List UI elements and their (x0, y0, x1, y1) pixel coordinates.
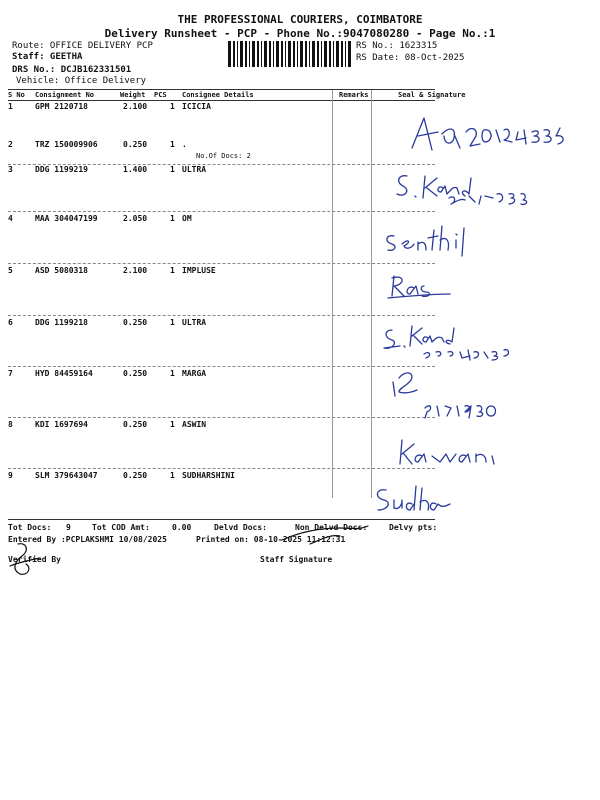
footer-scribble (280, 522, 370, 548)
non-delvd-docs-label: Non Delvd Docs: (295, 523, 368, 532)
signature-row-1 (380, 108, 580, 164)
cell-consignee: ULTRA (182, 318, 207, 327)
cell-sno: 3 (8, 165, 13, 174)
signature-divider (371, 90, 372, 498)
staff-text: Staff: GEETHA (12, 52, 83, 62)
row-divider (8, 263, 435, 264)
signature-row-5 (380, 270, 500, 306)
cell-consignee: ICICIA (182, 102, 211, 111)
cell-consignee: IMPLUSE (182, 266, 216, 275)
company-title: THE PROFESSIONAL COURIERS, COIMBATORE (177, 13, 423, 26)
cell-weight: 0.250 (123, 318, 148, 327)
delvy-pts-label: Delvy pts: (389, 523, 438, 532)
col-seal-signature: Seal & Signature (398, 91, 466, 99)
cell-weight: 1.400 (123, 165, 148, 174)
col-pcs: PCS (154, 91, 167, 99)
cell-pcs: 1 (170, 165, 175, 174)
cell-consignee: ASWIN (182, 420, 207, 429)
tot-docs-value: 9 (66, 523, 71, 532)
cell-pcs: 1 (170, 266, 175, 275)
cell-consignment: HYD 84459164 (35, 369, 93, 378)
vehicle-text: Vehicle: Office Delivery (16, 76, 147, 86)
cell-pcs: 1 (170, 140, 175, 149)
barcode-image (228, 41, 352, 67)
cell-consignment: MAA 304047199 (35, 214, 98, 223)
runsheet-subtitle: Delivery Runsheet - PCP - Phone No.:9047080280 - Page No.:1 (104, 27, 496, 40)
cell-weight: 0.250 (123, 140, 148, 149)
cell-pcs: 1 (170, 214, 175, 223)
cell-sno: 4 (8, 214, 13, 223)
cell-consignee: MARGA (182, 369, 207, 378)
drs-number: DRS No.: DCJB162331501 (12, 65, 132, 75)
cell-sno: 7 (8, 369, 13, 378)
cell-consignee: . (182, 140, 187, 149)
cell-weight: 0.250 (123, 420, 148, 429)
col-consignee: Consignee Details (182, 91, 254, 99)
cell-consignment: TRZ 150009906 (35, 140, 98, 149)
table-bottom-rule (8, 519, 435, 520)
rs-number: RS No.: 1623315 (356, 41, 438, 51)
verifier-signature (4, 540, 44, 580)
col-remarks: Remarks (339, 91, 369, 99)
signature-row-9 (372, 484, 512, 516)
printed-on: Printed on: 08-10-2025 11:12:31 (196, 535, 346, 544)
entered-by: Entered By :PCPLAKSHMI 10/08/2025 (8, 535, 167, 544)
cell-consignment: DDG 1199219 (35, 165, 88, 174)
cell-weight: 0.250 (123, 369, 148, 378)
tot-cod-value: 0.00 (172, 523, 192, 532)
row-divider (8, 211, 435, 212)
cell-sno: 2 (8, 140, 13, 149)
cell-pcs: 1 (170, 420, 175, 429)
cell-consignment: ASD 5080318 (35, 266, 88, 275)
cell-pcs: 1 (170, 369, 175, 378)
cell-consignment: KDI 1697694 (35, 420, 88, 429)
cell-pcs: 1 (170, 471, 175, 480)
remarks-divider (332, 90, 333, 498)
cell-consignment: SLM 379643047 (35, 471, 98, 480)
cell-sno: 9 (8, 471, 13, 480)
cell-consignee: OM (182, 214, 192, 223)
cell-consignment: GPM 2120718 (35, 102, 88, 111)
cell-weight: 2.100 (123, 102, 148, 111)
delvd-docs-label: Delvd Docs: (214, 523, 267, 532)
tot-cod-label: Tot COD Amt: (92, 523, 150, 532)
route-text: Route: OFFICE DELIVERY PCP (12, 41, 153, 51)
cell-extra: No.Of Docs: 2 (196, 152, 251, 160)
verified-by: Verified By (8, 555, 61, 564)
cell-sno: 5 (8, 266, 13, 275)
cell-pcs: 1 (170, 318, 175, 327)
staff-signature-label: Staff Signature (260, 555, 333, 564)
col-sno: S No (8, 91, 25, 99)
cell-consignee: SUDHARSHINI (182, 471, 235, 480)
cell-consignee: ULTRA (182, 165, 207, 174)
signature-row-8 (380, 436, 520, 476)
rs-date: RS Date: 08-Oct-2025 (356, 53, 465, 63)
row-divider (8, 417, 435, 418)
signature-row-4 (380, 222, 500, 258)
col-consignment: Consignment No (35, 91, 95, 99)
row-divider (8, 468, 435, 469)
cell-consignment: DDG 1199218 (35, 318, 88, 327)
row-divider (8, 315, 435, 316)
signature-row-6 (380, 320, 530, 364)
row-divider (8, 366, 435, 367)
cell-sno: 1 (8, 102, 13, 111)
tot-docs-label: Tot Docs: (8, 523, 52, 532)
col-weight: Weight (120, 91, 146, 99)
signature-row-3 (385, 168, 545, 208)
cell-sno: 8 (8, 420, 13, 429)
cell-sno: 6 (8, 318, 13, 327)
cell-weight: 2.100 (123, 266, 148, 275)
cell-pcs: 1 (170, 102, 175, 111)
cell-weight: 2.050 (123, 214, 148, 223)
signature-row-7 (385, 366, 525, 422)
cell-weight: 0.250 (123, 471, 148, 480)
